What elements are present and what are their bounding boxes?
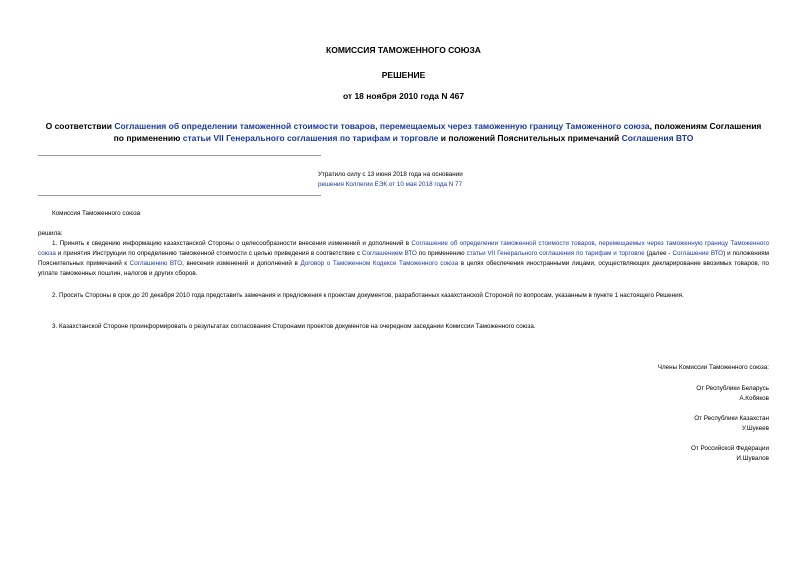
divider-top: [38, 155, 321, 156]
p1-text-2: и принятия Инструкции по определению таможенной стоимости с целью приведения в соответствие с: [55, 250, 362, 257]
signature-belarus: [696, 384, 769, 404]
signature-country: От Российской Федерации: [690, 445, 769, 452]
document-type: РЕШЕНИЕ: [381, 70, 426, 80]
p1-link-gatt-article-vii[interactable]: статьи VII Генерального соглашения по тарифам и торговле: [466, 250, 645, 257]
p1-text-4: (далее -: [644, 250, 673, 257]
signatures-heading: Члены Комиссии Таможенного союза:: [657, 364, 769, 371]
signature-name: А.Кобяков: [739, 395, 769, 402]
p1-text-3: по применению: [416, 250, 467, 257]
p1-link-wto-agreement-2[interactable]: Соглашение ВТО: [672, 250, 724, 257]
p1-link-customs-value-agreement[interactable]: Соглашение об определении таможенной стоимости товаров, перемещаемых через таможенную границу Таможенного союза: [38, 240, 769, 257]
p1-link-wto-agreement-3[interactable]: Соглашению ВТО: [129, 260, 183, 267]
signature-country: От Республики Беларусь: [696, 385, 769, 392]
p1-link-customs-code-treaty[interactable]: Договор о Таможенном Кодексе Таможенного союза: [300, 260, 459, 267]
paragraph-3: 3. Казахстанской Стороне проинформировать о результатах согласования Сторонами проектов документов на очередном заседании Комиссии Таможенного союза.: [52, 323, 536, 330]
status-link-eec-decision[interactable]: решения Коллегии ЕЭК от 10 мая 2018 года N 77: [318, 181, 463, 188]
signature-russia: [691, 444, 769, 464]
status-text: Утратило силу с 13 июня 2018 года на основании: [318, 171, 463, 178]
p1-text-5: ) и положениям Пояснительных примечаний к: [38, 250, 769, 267]
signature-country: От Республики Казахстан: [694, 415, 769, 422]
signature-name: И.Шувалов: [736, 455, 769, 462]
title-link-gatt-article-vii[interactable]: статьи VII Генерального соглашения по тарифам и торговле: [182, 133, 439, 143]
issuer: Комиссия Таможенного союза: [52, 210, 141, 217]
p1-text-7: в целях обеспечения иностранными лицами, осуществляющих декларирование ввозимых товаров, по уплате таможенных пошлин, налогов и других сборов.: [38, 260, 769, 277]
status-note: [318, 170, 498, 190]
organization-name: КОМИССИЯ ТАМОЖЕННОГО СОЮЗА: [326, 45, 481, 55]
title-link-wto-agreement[interactable]: Соглашения ВТО: [621, 133, 694, 143]
title-text-2: , положениям Соглашения по применению: [113, 121, 762, 143]
title-text-3: и положений Пояснительных примечаний: [438, 133, 622, 143]
title-link-customs-value-agreement[interactable]: Соглашения об определении таможенной стоимости товаров, перемещаемых через таможенную границу Таможенного союза: [114, 121, 650, 131]
paragraph-2: 2. Просить Стороны в срок до 20 декабря 2010 года представить замечания и предложения к проектам документов, разработанных казахстанской Стороной по вопросам, указанным в пункте 1 настоящего Решения.: [52, 292, 684, 299]
signature-name: У.Шукеев: [741, 425, 769, 432]
document-date: от 18 ноября 2010 года N 467: [342, 91, 465, 101]
document-title: [40, 120, 767, 144]
divider-bottom: [38, 195, 321, 196]
paragraph-1: [38, 239, 769, 279]
p1-text-6: , внесения изменений и дополнений в: [182, 260, 301, 267]
signature-kazakhstan: [694, 414, 769, 434]
p1-link-wto-agreement[interactable]: Соглашением ВТО: [361, 250, 417, 257]
decided-label: решила:: [38, 230, 63, 237]
p1-text-1: 1. Принять к сведению информацию казахстанской Стороны о целесообразности внесения изменений и дополнений в: [52, 240, 412, 247]
title-text-1: О соответствии: [45, 121, 115, 131]
